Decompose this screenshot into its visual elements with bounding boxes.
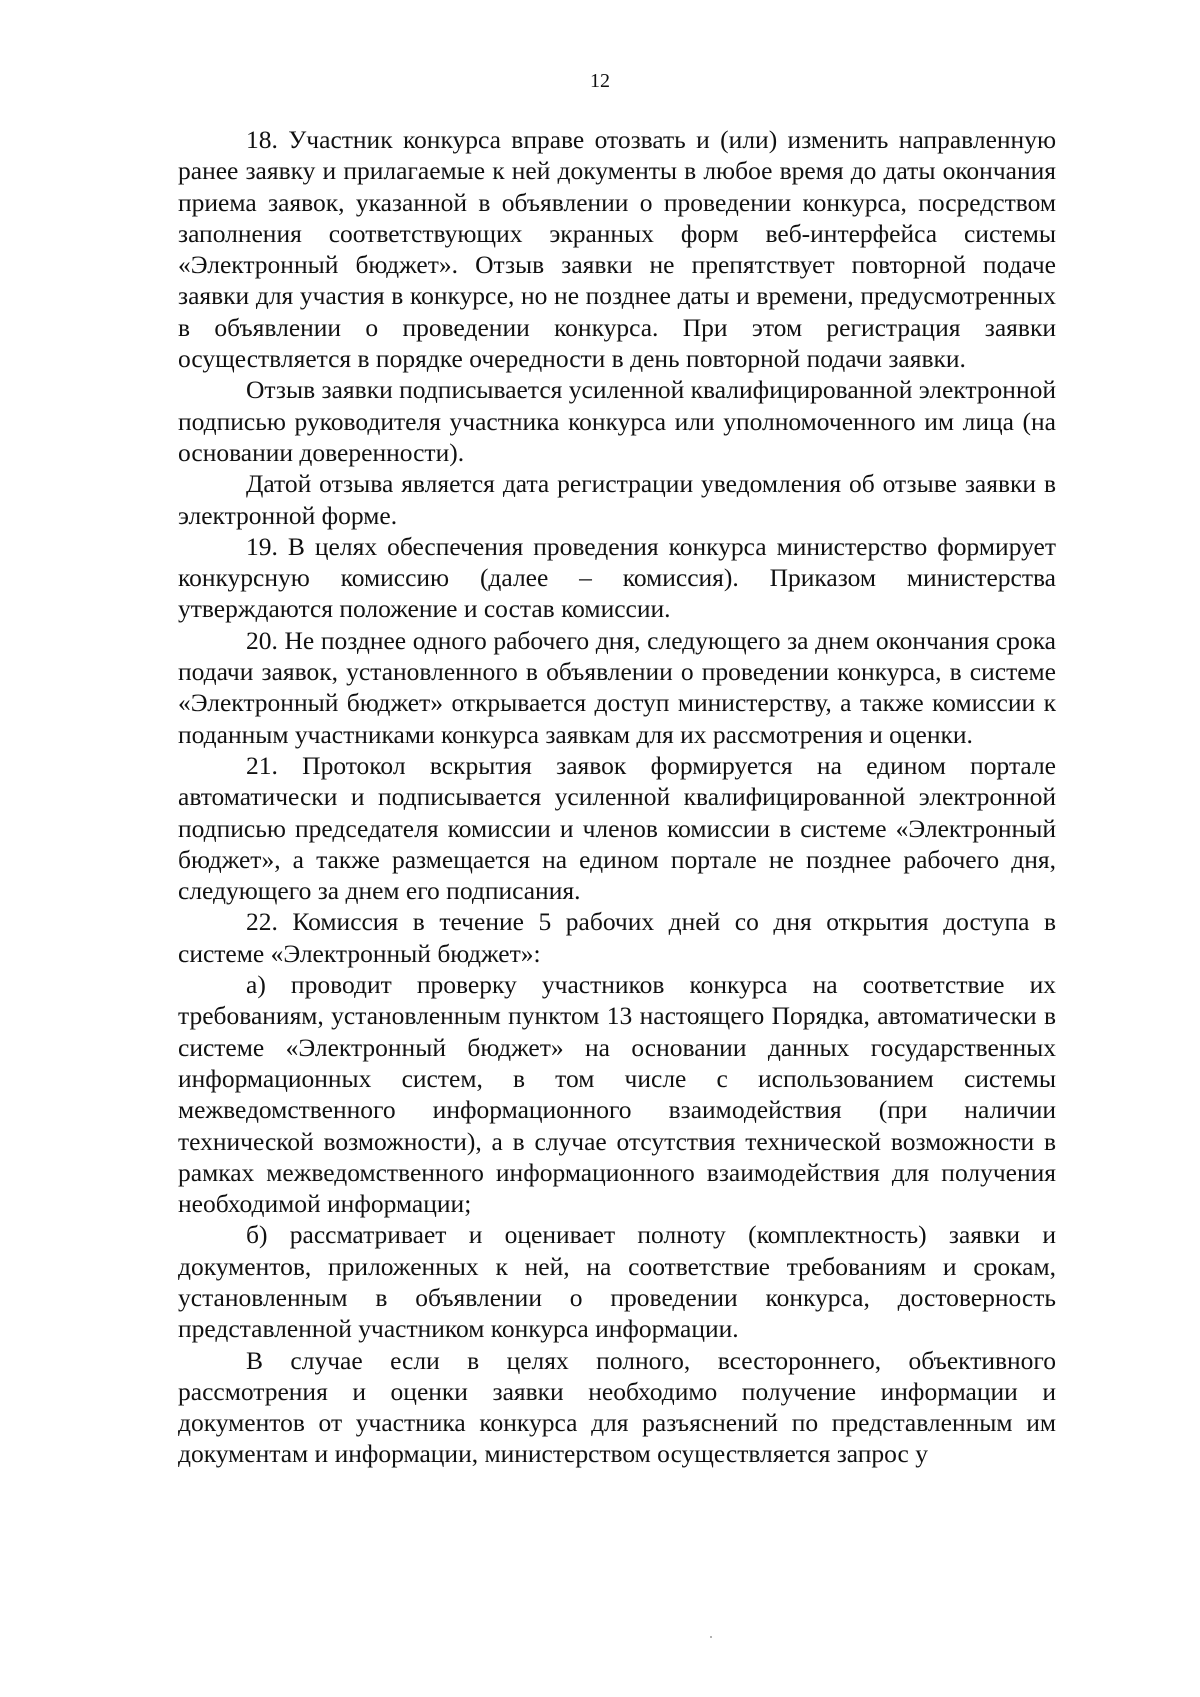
scan-artifact [710,1636,712,1638]
paragraph-21: 21. Протокол вскрытия заявок формируется на едином портале автоматически и подписывается усиленной квалифицированной электронной подписью председателя комиссии и членов комиссии в системе «Электронный бюджет», а также размещается на едином портале не позднее рабочего дня, следующего за днем его подписания. [178,750,1056,906]
paragraph-withdrawal-date: Датой отзыва является дата регистрации уведомления об отзыве заявки в электронной форме. [178,469,1056,530]
page-number: 12 [590,70,610,92]
paragraph-20: 20. Не позднее одного рабочего дня, следующего за днем окончания срока подачи заявок, установленного в объявлении о проведении конкурса, в системе «Электронный бюджет» открывается доступ министерству, а также комиссии к поданным участниками конкурса заявкам для их рассмотрения и оценки. [178,625,1056,749]
paragraph-19: 19. В целях обеспечения проведения конкурса министерство формирует конкурсную комиссию (далее – комиссия). Приказом министерства утверждаются положение и состав комиссии. [178,531,1056,624]
paragraph-withdrawal-signature: Отзыв заявки подписывается усиленной квалифицированной электронной подписью руководителя участника конкурса или уполномоченного им лица (на основании доверенности). [178,375,1056,467]
subparagraph-b: б) рассматривает и оценивает полноту (комплектность) заявки и документов, приложенных к ней, на соответствие требованиям и срокам, установленным в объявлении о проведении конкурса, достоверность представленной участником конкурса информации. [178,1220,1056,1344]
paragraph-18: 18. Участник конкурса вправе отозвать и (или) изменить направленную ранее заявку и прилагаемые к ней документы в любое время до даты окончания приема заявок, указанной в объявлении о проведении конкурса, посредством заполнения соответствующих экранных форм веб-интерфейса системы «Электронный бюджет». Отзыв заявки не препятствует повторной подаче заявки для участия в конкурсе, но не позднее даты и времени, предусмотренных в объявлении о проведении конкурса. При этом регистрация заявки осуществляется в порядке очередности в день повторной подачи заявки. [178,125,1056,374]
paragraph-22: 22. Комиссия в течение 5 рабочих дней со дня открытия доступа в системе «Электронный бюджет»: [178,907,1056,968]
subparagraph-a: а) проводит проверку участников конкурса на соответствие их требованиям, установленным пунктом 13 настоящего Порядка, автоматически в системе «Электронный бюджет» на основании данных государственных информационных систем, в том числе с использованием системы межведомственного информационного взаимодействия (при наличии технической возможности), а в случае отсутствия технической возможности в рамках межведомственного информационного взаимодействия для получения необходимой информации; [178,970,1056,1219]
paragraph-information-request: В случае если в целях полного, всестороннего, объективного рассмотрения и оценки заявки необходимо получение информации и документов от участника конкурса для разъяснений по представленным им документам и информации, министерством осуществляется запрос у [178,1345,1056,1469]
document-body [178,124,1056,1470]
